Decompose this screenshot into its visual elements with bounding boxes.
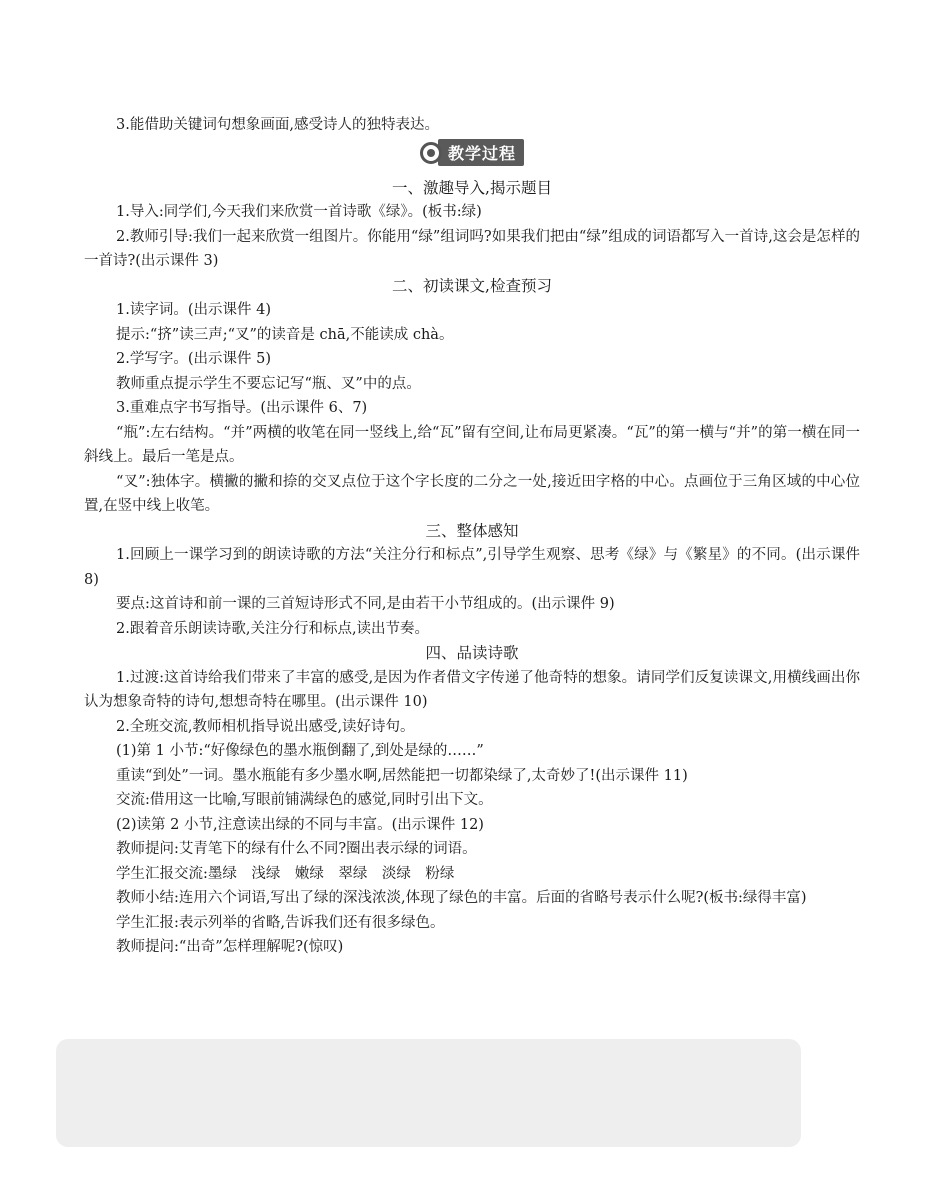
section-4 <box>84 641 860 960</box>
paragraph: “叉”:独体字。横撇的撇和捺的交叉点位于这个字长度的二分之一处,接近田字格的中心。点画位于三角区域的中心位置,在竖中线上收笔。 <box>84 473 860 514</box>
paragraph: 教师小结:连用六个词语,写出了绿的深浅浓淡,体现了绿色的丰富。后面的省略号表示什么呢?(板书:绿得丰富) <box>116 890 807 906</box>
paragraph: 1.回顾上一课学习到的朗读诗歌的方法“关注分行和标点”,引导学生观察、思考《绿》与《繁星》的不同。(出示课件 8) <box>84 547 860 588</box>
target-icon <box>420 142 442 164</box>
paragraph: 2.教师引导:我们一起来欣赏一组图片。你能用“绿”组词吗?如果我们把由“绿”组成的词语都写入一首诗,这会是怎样的一首诗?(出示课件 3) <box>84 228 860 269</box>
objective-3: 3.能借助关键词句想象画面,感受诗人的独特表达。 <box>116 117 439 133</box>
paragraph: (2)读第 2 小节,注意读出绿的不同与丰富。(出示课件 12) <box>116 816 484 833</box>
section-1 <box>84 176 860 274</box>
paragraph: 重读“到处”一词。墨水瓶能有多少墨水啊,居然能把一切都染绿了,太奇妙了!(出示课件 11) <box>116 767 688 784</box>
paragraph: 教师提问:“出奇”怎样理解呢?(惊叹) <box>116 939 344 955</box>
paragraph: 学生汇报交流:墨绿 浅绿 嫩绿 翠绿 淡绿 粉绿 <box>116 865 455 882</box>
paragraph: 1.过渡:这首诗给我们带来了丰富的感受,是因为作者借文字传递了他奇特的想象。请同学们反复读课文,用横线画出你认为想象奇特的诗句,想想奇特在哪里。(出示课件 10) <box>84 669 860 710</box>
paragraph: 教师提问:艾青笔下的绿有什么不同?圈出表示绿的词语。 <box>116 841 477 857</box>
paragraph: 3.重难点字书写指导。(出示课件 6、7) <box>116 400 368 416</box>
section-3 <box>84 519 860 642</box>
section-badge <box>84 140 860 168</box>
paragraph: 交流:借用这一比喻,写眼前铺满绿色的感觉,同时引出下文。 <box>116 792 493 808</box>
paragraph: 2.跟着音乐朗读诗歌,关注分行和标点,读出节奏。 <box>116 620 430 637</box>
paragraph: (1)第 1 小节:“好像绿色的墨水瓶倒翻了,到处是绿的……” <box>116 743 484 759</box>
paragraph: 2.学写字。(出示课件 5) <box>116 351 271 367</box>
paragraph: 学生汇报:表示列举的省略,告诉我们还有很多绿色。 <box>116 914 445 931</box>
section-2-title: 二、初读课文,检查预习 <box>392 276 552 295</box>
paragraph: 1.导入:同学们,今天我们来欣赏一首诗歌《绿》。(板书:绿) <box>116 204 482 220</box>
footer-panel <box>56 1039 801 1147</box>
paragraph: 教师重点提示学生不要忘记写“瓶、叉”中的点。 <box>116 375 421 392</box>
paragraph: 提示:“挤”读三声;“叉”的读音是 chā,不能读成 chà。 <box>116 326 454 343</box>
lesson-page <box>84 113 860 960</box>
section-2 <box>84 274 860 519</box>
section-3-title: 三、整体感知 <box>425 521 519 540</box>
badge-label: 教学过程 <box>438 139 524 166</box>
section-1-title: 一、激趣导入,揭示题目 <box>392 178 552 197</box>
paragraph: 要点:这首诗和前一课的三首短诗形式不同,是由若干小节组成的。(出示课件 9) <box>116 596 615 612</box>
paragraph: 2.全班交流,教师相机指导说出感受,读好诗句。 <box>116 718 415 735</box>
section-4-title: 四、品读诗歌 <box>425 644 519 662</box>
paragraph: 1.读字词。(出示课件 4) <box>116 302 271 318</box>
paragraph: “瓶”:左右结构。“并”两横的收笔在同一竖线上,给“瓦”留有空间,让布局更紧凑。“瓦”的第一横与“并”的第一横在同一斜线上。最后一笔是点。 <box>84 424 860 465</box>
